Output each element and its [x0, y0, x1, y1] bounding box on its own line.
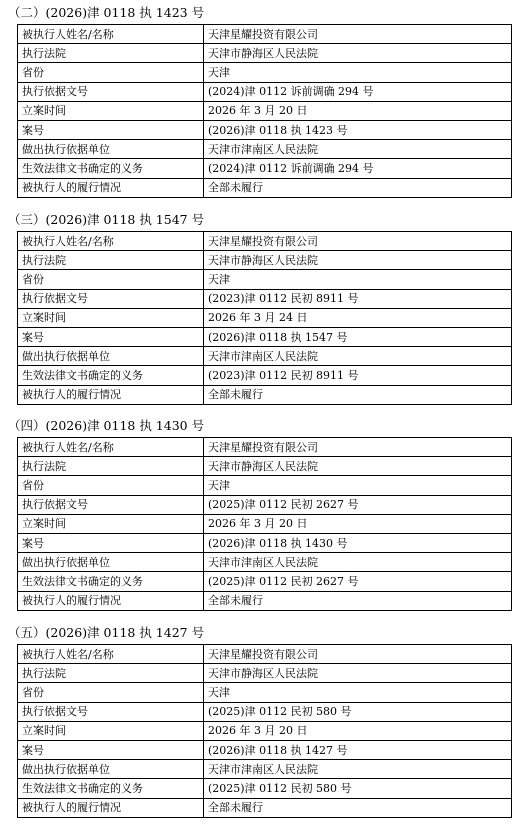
row-value: 全部未履行	[204, 385, 512, 404]
row-value: 天津星耀投资有限公司	[204, 438, 512, 457]
table-row	[18, 327, 512, 346]
row-value: (2025)津 0112 民初 580 号	[204, 702, 512, 721]
row-value: (2025)津 0112 民初 2627 号	[204, 572, 512, 591]
table-row	[18, 347, 512, 366]
row-label: 被执行人姓名/名称	[18, 232, 204, 251]
row-label: 省份	[18, 270, 204, 289]
row-label: 生效法律文书确定的义务	[18, 366, 204, 385]
row-value: (2024)津 0112 诉前调确 294 号	[204, 159, 512, 178]
case-section-title: （三）(2026)津 0118 执 1547 号	[8, 212, 205, 227]
row-value: 天津	[204, 63, 512, 82]
row-label: 案号	[18, 120, 204, 139]
row-value: (2026)津 0118 执 1427 号	[204, 740, 512, 759]
row-label: 省份	[18, 476, 204, 495]
table-row	[18, 798, 512, 817]
table-row	[18, 591, 512, 610]
case-section-title: （四）(2026)津 0118 执 1430 号	[8, 418, 205, 433]
row-value: 天津星耀投资有限公司	[204, 25, 512, 44]
case-section-title: （二）(2026)津 0118 执 1423 号	[8, 5, 205, 20]
table-row	[18, 495, 512, 514]
row-value: (2025)津 0112 民初 2627 号	[204, 495, 512, 514]
table-row	[18, 664, 512, 683]
row-value: 天津市静海区人民法院	[204, 251, 512, 270]
row-value: (2026)津 0118 执 1547 号	[204, 327, 512, 346]
table-row	[18, 572, 512, 591]
table-row	[18, 251, 512, 270]
table-row	[18, 159, 512, 178]
row-value: 全部未履行	[204, 178, 512, 197]
table-row	[18, 702, 512, 721]
case-section-title: （五）(2026)津 0118 执 1427 号	[8, 625, 205, 640]
table-row	[18, 779, 512, 798]
case-section	[0, 209, 520, 405]
row-label: 被执行人的履行情况	[18, 591, 204, 610]
row-label: 执行依据文号	[18, 82, 204, 101]
case-info-table	[17, 24, 512, 198]
row-label: 执行依据文号	[18, 495, 204, 514]
row-label: 被执行人姓名/名称	[18, 645, 204, 664]
row-label: 执行法院	[18, 251, 204, 270]
case-section	[0, 2, 520, 198]
row-label: 立案时间	[18, 514, 204, 533]
table-row	[18, 178, 512, 197]
row-value: (2023)津 0112 民初 8911 号	[204, 366, 512, 385]
row-value: 天津市静海区人民法院	[204, 664, 512, 683]
table-row	[18, 438, 512, 457]
table-row	[18, 308, 512, 327]
table-row	[18, 553, 512, 572]
table-row	[18, 232, 512, 251]
row-value: 天津市津南区人民法院	[204, 347, 512, 366]
row-label: 省份	[18, 63, 204, 82]
row-value: 天津市静海区人民法院	[204, 44, 512, 63]
table-row	[18, 366, 512, 385]
row-value: 天津市津南区人民法院	[204, 553, 512, 572]
row-label: 被执行人的履行情况	[18, 178, 204, 197]
row-label: 被执行人的履行情况	[18, 798, 204, 817]
row-value: 2026 年 3 月 20 日	[204, 101, 512, 120]
row-label: 生效法律文书确定的义务	[18, 779, 204, 798]
table-row	[18, 140, 512, 159]
row-label: 执行法院	[18, 664, 204, 683]
case-info-table	[17, 437, 512, 611]
row-value: 天津市津南区人民法院	[204, 140, 512, 159]
table-row	[18, 533, 512, 552]
table-row	[18, 683, 512, 702]
table-row	[18, 740, 512, 759]
row-label: 执行依据文号	[18, 289, 204, 308]
table-row	[18, 457, 512, 476]
row-value: 全部未履行	[204, 591, 512, 610]
row-label: 生效法律文书确定的义务	[18, 159, 204, 178]
row-value: 天津市静海区人民法院	[204, 457, 512, 476]
table-row	[18, 760, 512, 779]
row-label: 做出执行依据单位	[18, 553, 204, 572]
row-label: 案号	[18, 533, 204, 552]
row-value: (2025)津 0112 民初 580 号	[204, 779, 512, 798]
row-value: (2026)津 0118 执 1430 号	[204, 533, 512, 552]
row-value: (2023)津 0112 民初 8911 号	[204, 289, 512, 308]
row-label: 省份	[18, 683, 204, 702]
row-value: 2026 年 3 月 24 日	[204, 308, 512, 327]
row-label: 执行依据文号	[18, 702, 204, 721]
row-label: 做出执行依据单位	[18, 140, 204, 159]
row-label: 执行法院	[18, 44, 204, 63]
table-row	[18, 289, 512, 308]
row-label: 案号	[18, 327, 204, 346]
row-value: (2024)津 0112 诉前调确 294 号	[204, 82, 512, 101]
table-row	[18, 514, 512, 533]
row-label: 生效法律文书确定的义务	[18, 572, 204, 591]
row-label: 立案时间	[18, 308, 204, 327]
row-label: 被执行人姓名/名称	[18, 25, 204, 44]
row-label: 立案时间	[18, 101, 204, 120]
table-row	[18, 476, 512, 495]
row-label: 被执行人的履行情况	[18, 385, 204, 404]
case-section	[0, 622, 520, 818]
case-info-table	[17, 644, 512, 818]
row-label: 案号	[18, 740, 204, 759]
table-row	[18, 721, 512, 740]
table-row	[18, 120, 512, 139]
row-value: 天津	[204, 270, 512, 289]
case-info-table	[17, 231, 512, 405]
row-value: (2026)津 0118 执 1423 号	[204, 120, 512, 139]
row-value: 2026 年 3 月 20 日	[204, 514, 512, 533]
row-value: 2026 年 3 月 20 日	[204, 721, 512, 740]
row-label: 执行法院	[18, 457, 204, 476]
table-row	[18, 385, 512, 404]
table-row	[18, 25, 512, 44]
row-label: 立案时间	[18, 721, 204, 740]
table-row	[18, 270, 512, 289]
row-label: 被执行人姓名/名称	[18, 438, 204, 457]
row-label: 做出执行依据单位	[18, 760, 204, 779]
table-row	[18, 63, 512, 82]
row-value: 天津	[204, 683, 512, 702]
row-value: 天津市津南区人民法院	[204, 760, 512, 779]
row-value: 天津星耀投资有限公司	[204, 645, 512, 664]
table-row	[18, 645, 512, 664]
table-row	[18, 44, 512, 63]
case-section	[0, 415, 520, 611]
table-row	[18, 82, 512, 101]
row-value: 全部未履行	[204, 798, 512, 817]
row-label: 做出执行依据单位	[18, 347, 204, 366]
table-row	[18, 101, 512, 120]
row-value: 天津	[204, 476, 512, 495]
row-value: 天津星耀投资有限公司	[204, 232, 512, 251]
